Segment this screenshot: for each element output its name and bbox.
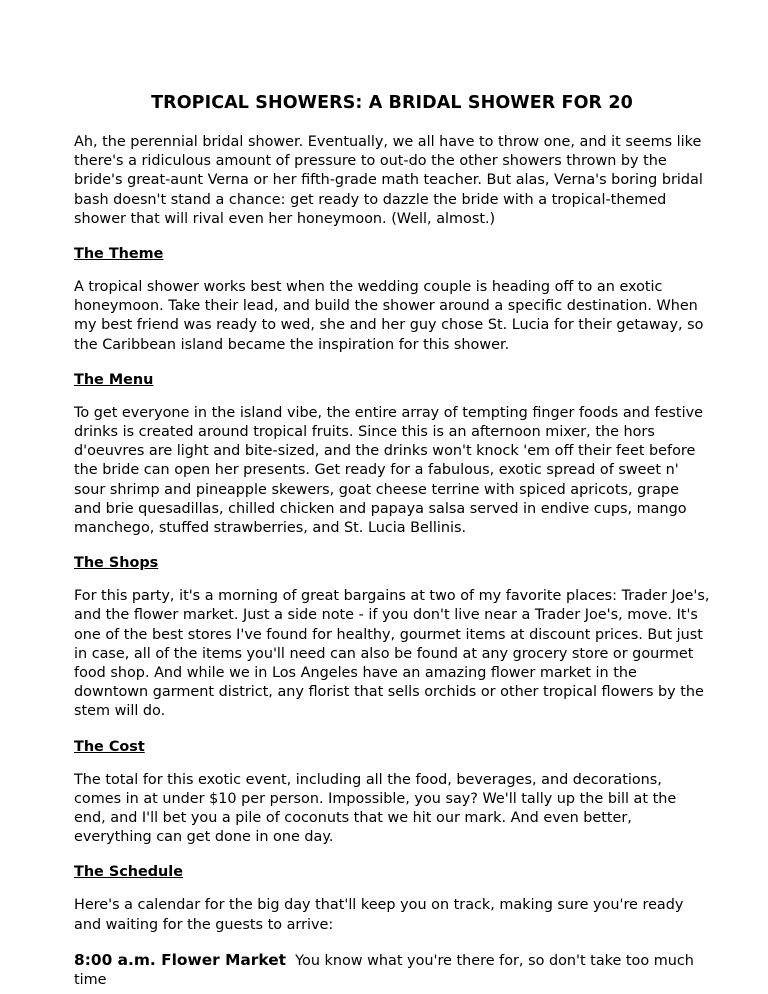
section-heading-shops: The Shops: [74, 555, 159, 572]
section-body-cost: The total for this exotic event, including all the food, beverages, and decorations, comes in at under $10 per person. Impossible, you say? We'll tally up the bill at the end, and I'll bet you a pile of coconuts that we hit our mark. And even better, everything can get done in one day.: [74, 771, 677, 846]
schedule-entry: [74, 951, 710, 990]
schedule-entry-text: You know what you're there for, so don't take too much time: [74, 952, 694, 989]
section-body-schedule: Here's a calendar for the big day that'll keep you on track, making sure you're ready and waiting for the guests to arrive:: [74, 897, 684, 933]
schedule-entry-time: 8:00 a.m. Flower Market: [74, 950, 286, 969]
section-body-theme: A tropical shower works best when the wedding couple is heading off to an exotic honeymoon. Take their lead, and build the shower around a specific destination. When my best friend was ready to wed, she and her guy chose St. Lucia for their getaway, so the Caribbean island became the inspiration for this shower.: [74, 279, 704, 353]
section-heading-menu: The Menu: [74, 371, 154, 388]
section-heading-schedule: The Schedule: [74, 864, 183, 881]
section-body-shops: For this party, it's a morning of great bargains at two of my favorite places: Trader Joe's, and the flower market. Just a side note - if you don't live near a Trader Joe's, move. It's one of the best stores I've found for healthy, gourmet items at discount prices. But just in case, all of the items you'll need can also be found at any grocery store or gourmet food shop. And while we in Los Angeles have an amazing flower market in the downtown garment district, any florist that sells orchids or other tropical flowers by the stem will do.: [74, 588, 710, 720]
intro-paragraph: Ah, the perennial bridal shower. Eventually, we all have to throw one, and it seems like there's a ridiculous amount of pressure to out-do the other showers thrown by the bride's great-aunt Verna or her fifth-grade math teacher. But alas, Verna's boring bridal bash doesn't stand a chance: get ready to dazzle the bride with a tropical-themed shower that will rival even her honeymoon. (Well, almost.): [74, 134, 703, 227]
section-body-menu: To get everyone in the island vibe, the entire array of tempting finger foods and festive drinks is created around tropical fruits. Since this is an afternoon mixer, the hors d'oeuvres are light and bite-sized, and the drinks won't knock 'em off their feet before the bride can open her presents. Get ready for a fabulous, exotic spread of sweet n' sour shrimp and pineapple skewers, goat cheese terrine with spiced apricots, grape and brie quesadillas, chilled chicken and papaya salsa served in endive cups, mango manchego, stuffed strawberries, and St. Lucia Bellinis.: [74, 404, 703, 537]
section-heading-theme: The Theme: [74, 246, 164, 263]
document-title: TROPICAL SHOWERS: A BRIDAL SHOWER FOR 20: [151, 93, 633, 113]
section-heading-cost: The Cost: [74, 738, 145, 755]
